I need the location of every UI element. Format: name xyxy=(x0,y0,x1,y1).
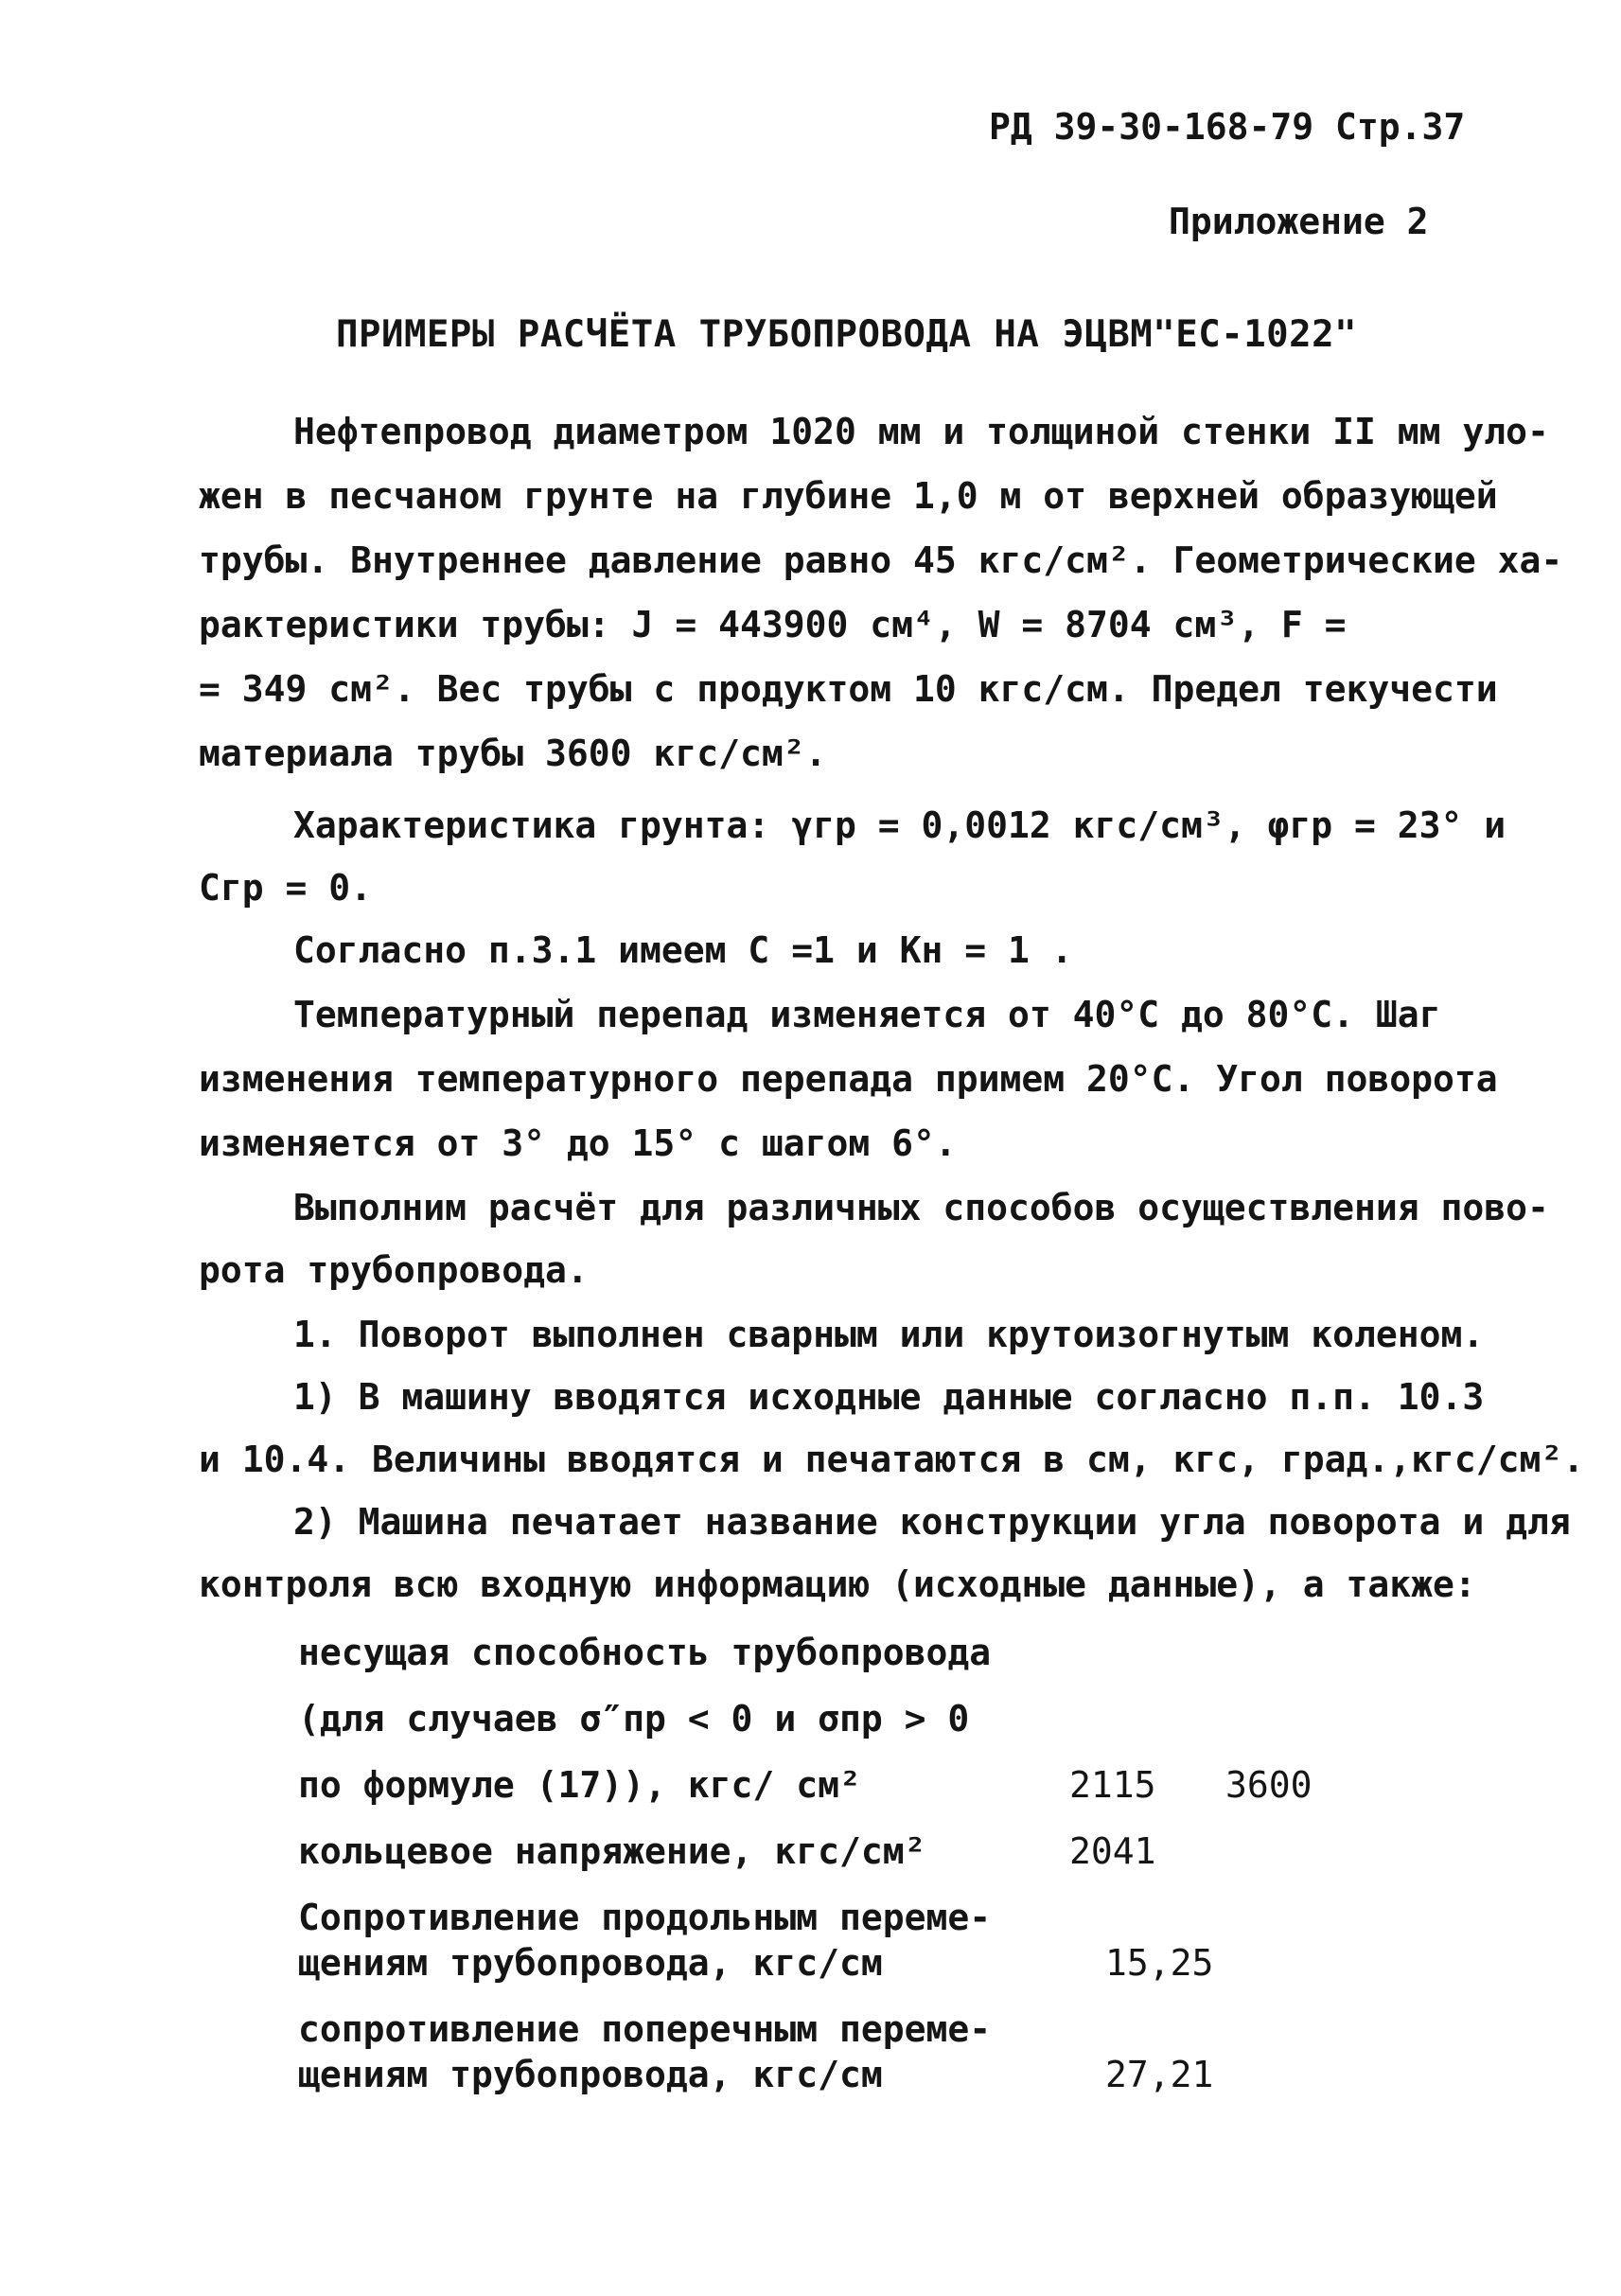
result-value: 27,21 xyxy=(1105,2054,1214,2095)
body-line: 1) В машину вводятся исходные данные согласно п.п. 10.3 xyxy=(293,1376,1485,1418)
result-label: щениям трубопровода, кгс/см xyxy=(298,2054,883,2095)
result-label: сопротивление поперечным переме- xyxy=(298,2008,992,2050)
body-line: контроля всю входную информацию (исходные данные), а также: xyxy=(199,1563,1476,1605)
page-title: ПРИМЕРЫ РАСЧЁТА ТРУБОПРОВОДА НА ЭЦВМ"ЕС-1022" xyxy=(336,313,1358,356)
result-label: щениям трубопровода, кгс/см xyxy=(298,1942,883,1984)
body-line: Сгр = 0. xyxy=(199,867,373,909)
result-value: 3600 xyxy=(1225,1764,1313,1806)
body-line: и 10.4. Величины вводятся и печатаются в см, кгс, град.,кгс/см². xyxy=(199,1439,1585,1480)
body-line: 1. Поворот выполнен сварным или крутоизогнутым коленом. xyxy=(293,1314,1485,1355)
body-line: = 349 см². Вес трубы с продуктом 10 кгс/см. Предел текучести xyxy=(199,668,1498,710)
result-label: кольцевое напряжение, кгс/см² xyxy=(298,1830,926,1872)
result-label: Сопротивление продольным переме- xyxy=(298,1897,992,1938)
result-value: 15,25 xyxy=(1105,1942,1214,1984)
body-line: Нефтепровод диаметром 1020 мм и толщиной стенки II мм уло- xyxy=(293,411,1549,452)
body-line: 2) Машина печатает название конструкции угла поворота и для xyxy=(293,1501,1571,1543)
document-reference: РД 39-30-168-79 Стр.37 xyxy=(989,106,1466,148)
appendix-label: Приложение 2 xyxy=(1169,201,1429,242)
results-intro-line: несущая способность трубопровода xyxy=(298,1632,992,1673)
body-line: Температурный перепад изменяется от 40°С до 80°С. Шаг xyxy=(293,994,1441,1035)
body-line: рактеристики трубы: J = 443900 см⁴, W = 8704 см³, F = xyxy=(199,604,1347,645)
body-line: Характеристика грунта: γгр = 0,0012 кгс/см³, φгр = 23° и xyxy=(293,804,1506,846)
result-value: 2041 xyxy=(1069,1830,1156,1872)
body-line: Согласно п.3.1 имеем С =1 и Кн = 1 . xyxy=(293,929,1073,971)
body-line: изменяется от 3° до 15° с шагом 6°. xyxy=(199,1122,957,1164)
body-line: трубы. Внутреннее давление равно 45 кгс/см². Геометрические ха- xyxy=(199,539,1563,581)
body-line: изменения температурного перепада примем 20°С. Угол поворота xyxy=(199,1058,1498,1100)
result-label: по формуле (17)), кгс/ см² xyxy=(298,1764,861,1806)
results-intro-line: (для случаев σ″пр < 0 и σпр > 0 xyxy=(298,1698,970,1740)
body-line: жен в песчаном грунте на глубине 1,0 м от верхней образующей xyxy=(199,475,1498,517)
result-value: 2115 xyxy=(1069,1764,1156,1806)
body-line: материала трубы 3600 кгс/см². xyxy=(199,733,827,774)
body-line: Выполним расчёт для различных способов осуществления пово- xyxy=(293,1187,1549,1228)
body-line: рота трубопровода. xyxy=(199,1249,589,1291)
